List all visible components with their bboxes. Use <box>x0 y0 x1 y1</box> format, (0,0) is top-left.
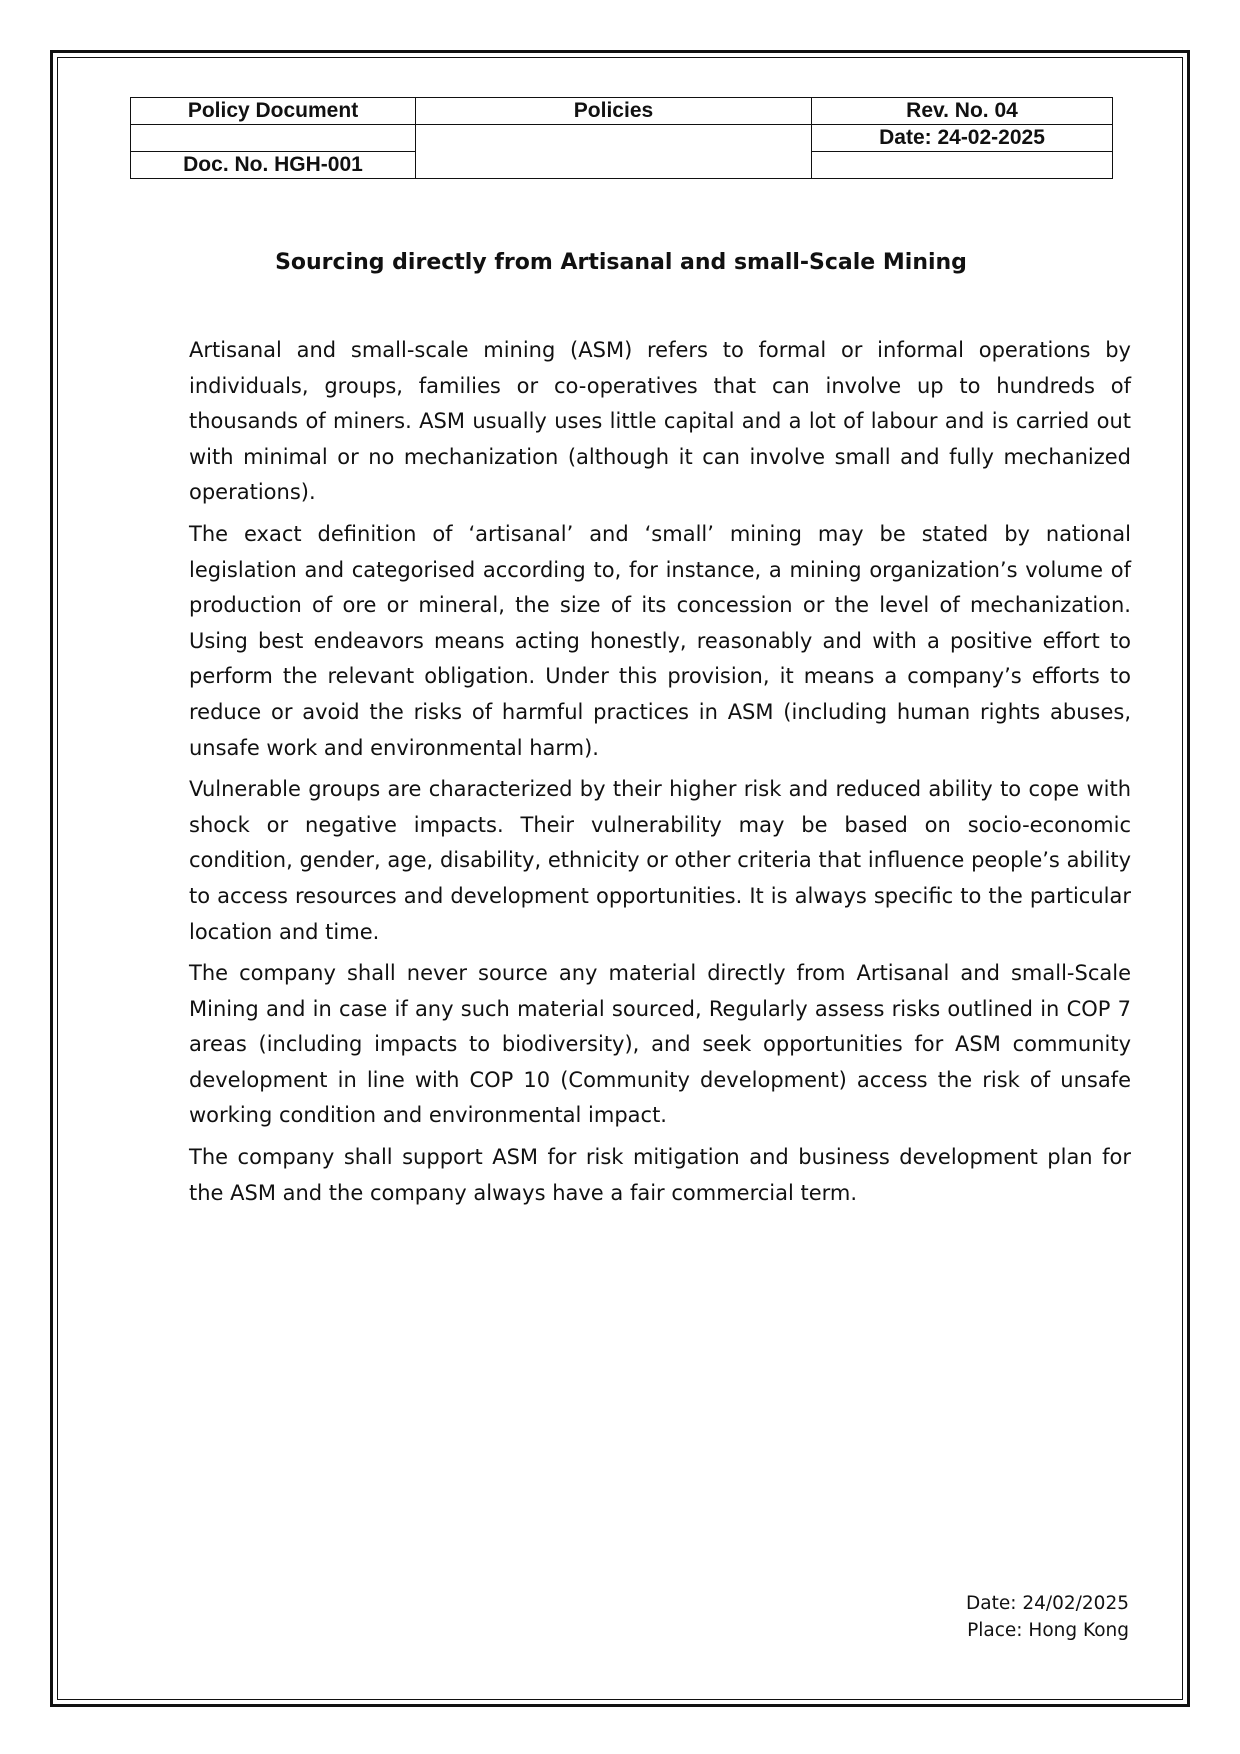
category-cell: Policies <box>416 98 812 125</box>
document-body <box>189 333 1131 1217</box>
paragraph: Vulnerable groups are characterized by their higher risk and reduced ability to cope with shock or negative impacts. Their vulnerability may be based on socio-economic condition, gender, age, disability, ethnicity or other criteria that influence people’s ability to access resources and development opportunities. It is always specific to the particular location and time. <box>189 777 1131 944</box>
footer-date: Date: 24/02/2025 <box>966 1593 1129 1614</box>
document-header-table <box>130 97 1113 179</box>
rev-no-cell: Rev. No. 04 <box>812 98 1113 125</box>
paragraph: The company shall never source any material directly from Artisanal and small-Scale Mining and in case if any such material sourced, Regularly assess risks outlined in COP 7 areas (including impacts to biodiversity), and seek opportunities for ASM community development in line with COP 10 (Community development) access the risk of unsafe working condition and environmental impact. <box>189 961 1131 1128</box>
footer-place: Place: Hong Kong <box>967 1620 1129 1641</box>
date-cell: Date: 24-02-2025 <box>812 125 1113 152</box>
empty-cell <box>131 125 416 152</box>
doc-type-cell: Policy Document <box>131 98 416 125</box>
empty-merged-cell <box>416 125 812 179</box>
doc-no-cell: Doc. No. HGH-001 <box>131 152 416 179</box>
paragraph: The exact definition of ‘artisanal’ and ‘small’ mining may be stated by national legislation and categorised according to, for instance, a mining organization’s volume of production of ore or mineral, the size of its concession or the level of mechanization. Using best endeavors means acting honestly, reasonably and with a positive effort to perform the relevant obligation. Under this provision, it means a company’s efforts to reduce or avoid the risks of harmful practices in ASM (including human rights abuses, unsafe work and environmental harm). <box>189 521 1131 760</box>
footer-signature-block <box>966 1590 1129 1644</box>
paragraph: Artisanal and small-scale mining (ASM) refers to formal or informal operations by individuals, groups, families or co-operatives that can involve up to hundreds of thousands of miners. ASM usually uses little capital and a lot of labour and is carried out with minimal or no mechanization (although it can involve small and fully mechanized operations). <box>189 338 1131 505</box>
document-title: Sourcing directly from Artisanal and small-Scale Mining <box>275 250 967 275</box>
empty-cell <box>812 152 1113 179</box>
paragraph: The company shall support ASM for risk mitigation and business development plan for the ASM and the company always have a fair commercial term. <box>189 1145 1131 1205</box>
